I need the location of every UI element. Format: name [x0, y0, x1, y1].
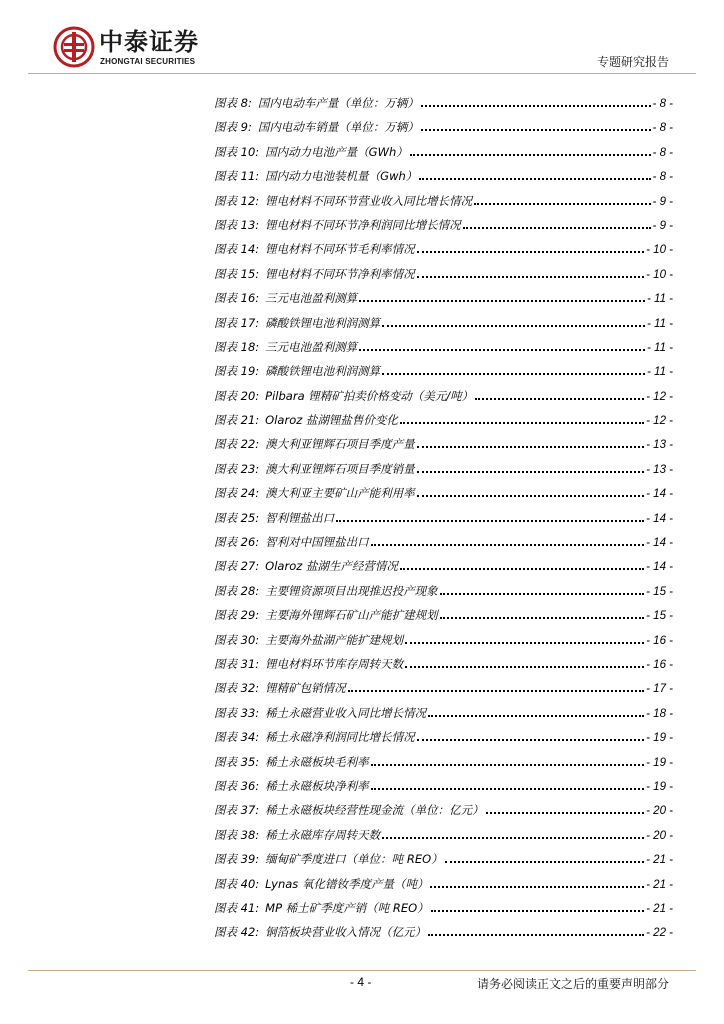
toc-figure-label: 图表 9:: [214, 120, 252, 135]
toc-figure-title: 主要海外锂辉石矿山产能扩建规划: [265, 608, 438, 623]
toc-page-number: - 19 -: [646, 756, 673, 769]
toc-figure-title: MP 稀土矿季度产销（吨 REO）: [265, 900, 429, 915]
toc-dot-leader: [428, 715, 644, 717]
toc-figure-title: 国内电动车销量（单位：万辆）: [257, 120, 419, 135]
toc-figure-title: 智利对中国锂盐出口: [265, 535, 369, 550]
toc-dot-leader: [417, 276, 644, 278]
toc-figure-title: 铜箔板块营业收入情况（亿元）: [265, 925, 427, 940]
toc-figure-title: 锂电材料不同环节净利润同比增长情况: [265, 217, 461, 232]
company-logo: [53, 25, 213, 71]
toc-page-number: - 11 -: [647, 341, 673, 354]
toc-figure-label: 图表 18:: [214, 339, 260, 354]
toc-dot-leader: [428, 934, 644, 936]
toc-page-number: - 11 -: [647, 293, 673, 306]
toc-dot-leader: [440, 617, 644, 619]
toc-dot-leader: [431, 910, 645, 912]
toc-dot-leader: [382, 325, 645, 327]
toc-dot-leader: [445, 861, 645, 863]
toc-entry[interactable]: [214, 510, 673, 534]
toc-figure-label: 图表 27:: [214, 559, 260, 574]
toc-figure-label: 图表 26:: [214, 535, 260, 550]
toc-entry[interactable]: [214, 339, 673, 363]
toc-page-number: - 8 -: [652, 146, 673, 159]
toc-figure-title: 国内动力电池产量（GWh）: [265, 144, 408, 159]
toc-figure-title: Lynas 氧化镨钕季度产量（吨）: [265, 876, 429, 891]
toc-page-number: - 21 -: [646, 854, 673, 867]
toc-figure-title: 澳大利亚主要矿山产能利用率: [265, 486, 415, 501]
toc-entry[interactable]: [214, 217, 673, 241]
toc-page-number: - 11 -: [647, 366, 673, 379]
toc-figure-title: 缅甸矿季度进口（单位：吨 REO）: [265, 852, 443, 867]
toc-page-number: - 13 -: [646, 439, 673, 452]
toc-figure-title: 磷酸铁锂电池利润测算: [265, 364, 381, 379]
toc-dot-leader: [336, 520, 644, 522]
toc-figure-label: 图表 8:: [214, 96, 252, 110]
toc-dot-leader: [421, 129, 651, 131]
toc-dot-leader: [359, 349, 645, 351]
toc-page-number: - 19 -: [646, 780, 673, 793]
toc-page-number: - 10 -: [646, 244, 673, 257]
toc-entry[interactable]: [214, 241, 673, 265]
toc-figure-title: Pilbara 锂精矿拍卖价格变动（美元/吨）: [265, 388, 474, 403]
toc-figure-label: 图表 34:: [214, 730, 260, 745]
toc-page-number: - 16 -: [646, 634, 673, 647]
toc-figure-title: 稀土永磁板块净利率: [265, 778, 369, 793]
toc-figure-title: 国内电动车产量（单位：万辆）: [257, 96, 419, 110]
toc-entry[interactable]: [214, 485, 673, 509]
toc-entry[interactable]: [214, 168, 673, 192]
toc-dot-leader: [430, 886, 644, 888]
toc-figure-label: 图表 20:: [214, 388, 260, 403]
toc-page-number: - 16 -: [646, 658, 673, 671]
toc-figure-label: 图表 35:: [214, 754, 260, 769]
toc-page-number: - 20 -: [646, 829, 673, 842]
toc-dot-leader: [400, 568, 644, 570]
zhongtai-logo-icon: [53, 26, 95, 68]
page-number: - 4 -: [350, 975, 372, 989]
toc-dot-leader: [417, 251, 644, 253]
toc-page-number: - 14 -: [646, 537, 673, 550]
toc-page-number: - 11 -: [647, 317, 673, 330]
toc-dot-leader: [475, 398, 644, 400]
toc-figure-label: 图表 30:: [214, 632, 260, 647]
figure-index: [214, 95, 673, 949]
toc-page-number: - 18 -: [646, 707, 673, 720]
toc-entry[interactable]: [214, 705, 673, 729]
toc-dot-leader: [405, 666, 644, 668]
toc-dot-leader: [382, 837, 644, 839]
toc-figure-label: 图表 31:: [214, 656, 260, 671]
toc-figure-label: 图表 32:: [214, 681, 260, 696]
toc-entry[interactable]: [214, 680, 673, 704]
toc-figure-label: 图表 28:: [214, 583, 260, 598]
toc-figure-label: 图表 19:: [214, 364, 260, 379]
toc-figure-title: 锂电材料不同环节净利率情况: [265, 266, 415, 281]
toc-figure-title: 稀土永磁板块毛利率: [265, 754, 369, 769]
toc-dot-leader: [417, 471, 644, 473]
toc-figure-title: 智利锂盐出口: [265, 510, 335, 525]
toc-dot-leader: [419, 178, 650, 180]
toc-figure-title: 稀土永磁营业收入同比增长情况: [265, 705, 427, 720]
toc-figure-title: 锂电材料环节库存周转天数: [265, 656, 404, 671]
toc-figure-label: 图表 17:: [214, 315, 260, 330]
toc-dot-leader: [371, 764, 644, 766]
toc-figure-label: 图表 21:: [214, 413, 260, 428]
toc-figure-title: 锂精矿包销情况: [265, 681, 346, 696]
toc-figure-title: Olaroz 盐湖锂盐售价变化: [265, 413, 398, 428]
toc-page-number: - 13 -: [646, 463, 673, 476]
toc-entry[interactable]: [214, 851, 673, 875]
toc-page-number: - 22 -: [646, 927, 673, 940]
toc-dot-leader: [463, 227, 651, 229]
toc-page-number: - 15 -: [646, 585, 673, 598]
toc-page-number: - 9 -: [652, 219, 673, 232]
toc-entry[interactable]: [214, 290, 673, 314]
toc-figure-label: 图表 33:: [214, 705, 260, 720]
toc-figure-label: 图表 23:: [214, 461, 260, 476]
toc-figure-title: 稀土永磁库存周转天数: [265, 827, 381, 842]
toc-figure-title: 磷酸铁锂电池利润测算: [265, 315, 381, 330]
toc-page-number: - 14 -: [646, 561, 673, 574]
toc-entry[interactable]: [214, 558, 673, 582]
toc-figure-label: 图表 40:: [214, 876, 260, 891]
logo-english-name: ZHONGTAI SECURITIES: [100, 57, 196, 66]
toc-figure-title: 澳大利亚锂辉石项目季度销量: [265, 461, 415, 476]
report-type: 专题研究报告: [596, 55, 669, 69]
toc-figure-label: 图表 14:: [214, 242, 260, 257]
toc-figure-title: 稀土永磁板块经营性现金流（单位：亿元）: [265, 803, 484, 818]
footer-divider: [28, 970, 696, 971]
toc-entry[interactable]: [214, 144, 673, 168]
toc-figure-title: 主要锂资源项目出现推迟投产现象: [265, 583, 438, 598]
toc-dot-leader: [417, 495, 644, 497]
toc-dot-leader: [421, 105, 651, 107]
toc-page-number: - 8 -: [652, 171, 673, 184]
toc-figure-label: 图表 41:: [214, 900, 260, 915]
toc-dot-leader: [405, 642, 644, 644]
toc-entry[interactable]: [214, 412, 673, 436]
toc-entry[interactable]: [214, 534, 673, 558]
toc-figure-title: Olaroz 盐湖生产经营情况: [265, 559, 398, 574]
toc-figure-label: 图表 39:: [214, 852, 260, 867]
toc-figure-label: 图表 13:: [214, 217, 260, 232]
toc-figure-label: 图表 11:: [214, 169, 260, 184]
toc-entry[interactable]: [214, 802, 673, 826]
toc-entry[interactable]: [214, 315, 673, 339]
toc-page-number: - 12 -: [646, 415, 673, 428]
toc-figure-label: 图表 38:: [214, 827, 260, 842]
toc-dot-leader: [382, 373, 645, 375]
toc-figure-label: 图表 10:: [214, 144, 260, 159]
toc-entry[interactable]: [214, 95, 673, 119]
toc-figure-title: 三元电池盈利测算: [265, 291, 358, 306]
toc-entry[interactable]: [214, 583, 673, 607]
toc-figure-title: 稀土永磁净利润同比增长情况: [265, 730, 415, 745]
toc-figure-label: 图表 29:: [214, 608, 260, 623]
toc-page-number: - 14 -: [646, 512, 673, 525]
toc-page-number: - 9 -: [652, 195, 673, 208]
toc-entry[interactable]: [214, 193, 673, 217]
disclaimer: 请务必阅读正文之后的重要声明部分: [476, 977, 669, 991]
toc-dot-leader: [359, 300, 645, 302]
toc-figure-label: 图表 36:: [214, 778, 260, 793]
toc-figure-label: 图表 24:: [214, 486, 260, 501]
toc-dot-leader: [371, 788, 644, 790]
toc-entry[interactable]: [214, 632, 673, 656]
toc-entry[interactable]: [214, 754, 673, 778]
toc-figure-title: 锂电材料不同环节毛利率情况: [265, 242, 415, 257]
toc-entry[interactable]: [214, 119, 673, 143]
toc-dot-leader: [486, 812, 644, 814]
toc-page-number: - 17 -: [646, 683, 673, 696]
toc-entry[interactable]: [214, 778, 673, 802]
toc-entry[interactable]: [214, 827, 673, 851]
toc-entry[interactable]: [214, 729, 673, 753]
toc-entry[interactable]: [214, 388, 673, 412]
toc-figure-label: 图表 37:: [214, 803, 260, 818]
toc-page-number: - 21 -: [646, 878, 673, 891]
toc-page-number: - 8 -: [652, 98, 673, 110]
toc-page-number: - 20 -: [646, 805, 673, 818]
toc-page-number: - 15 -: [646, 610, 673, 623]
toc-figure-label: 图表 25:: [214, 510, 260, 525]
toc-figure-label: 图表 42:: [214, 925, 260, 940]
toc-figure-title: 三元电池盈利测算: [265, 339, 358, 354]
header-divider: [28, 73, 696, 74]
toc-dot-leader: [440, 593, 644, 595]
toc-figure-label: 图表 15:: [214, 266, 260, 281]
toc-entry[interactable]: [214, 924, 673, 948]
toc-entry[interactable]: [214, 461, 673, 485]
toc-figure-label: 图表 22:: [214, 437, 260, 452]
toc-page-number: - 10 -: [646, 268, 673, 281]
toc-entry[interactable]: [214, 363, 673, 387]
toc-dot-leader: [371, 544, 644, 546]
toc-dot-leader: [474, 203, 650, 205]
toc-page-number: - 8 -: [652, 122, 673, 135]
toc-dot-leader: [348, 690, 644, 692]
toc-figure-label: 图表 12:: [214, 193, 260, 208]
toc-page-number: - 21 -: [646, 902, 673, 915]
toc-entry[interactable]: [214, 266, 673, 290]
toc-figure-title: 国内动力电池装机量（Gwh）: [265, 169, 418, 184]
toc-figure-label: 图表 16:: [214, 291, 260, 306]
toc-dot-leader: [400, 422, 644, 424]
toc-entry[interactable]: [214, 876, 673, 900]
toc-page-number: - 14 -: [646, 488, 673, 501]
toc-figure-title: 澳大利亚锂辉石项目季度产量: [265, 437, 415, 452]
toc-page-number: - 12 -: [646, 390, 673, 403]
toc-dot-leader: [417, 446, 644, 448]
toc-entry[interactable]: [214, 607, 673, 631]
toc-page-number: - 19 -: [646, 732, 673, 745]
toc-entry[interactable]: [214, 900, 673, 924]
toc-entry[interactable]: [214, 436, 673, 460]
toc-entry[interactable]: [214, 656, 673, 680]
toc-figure-title: 主要海外盐湖产能扩建规划: [265, 632, 404, 647]
toc-dot-leader: [417, 739, 644, 741]
toc-figure-title: 锂电材料不同环节营业收入同比增长情况: [265, 193, 473, 208]
logo-chinese-name: 中泰证券: [99, 28, 199, 56]
toc-dot-leader: [410, 154, 651, 156]
